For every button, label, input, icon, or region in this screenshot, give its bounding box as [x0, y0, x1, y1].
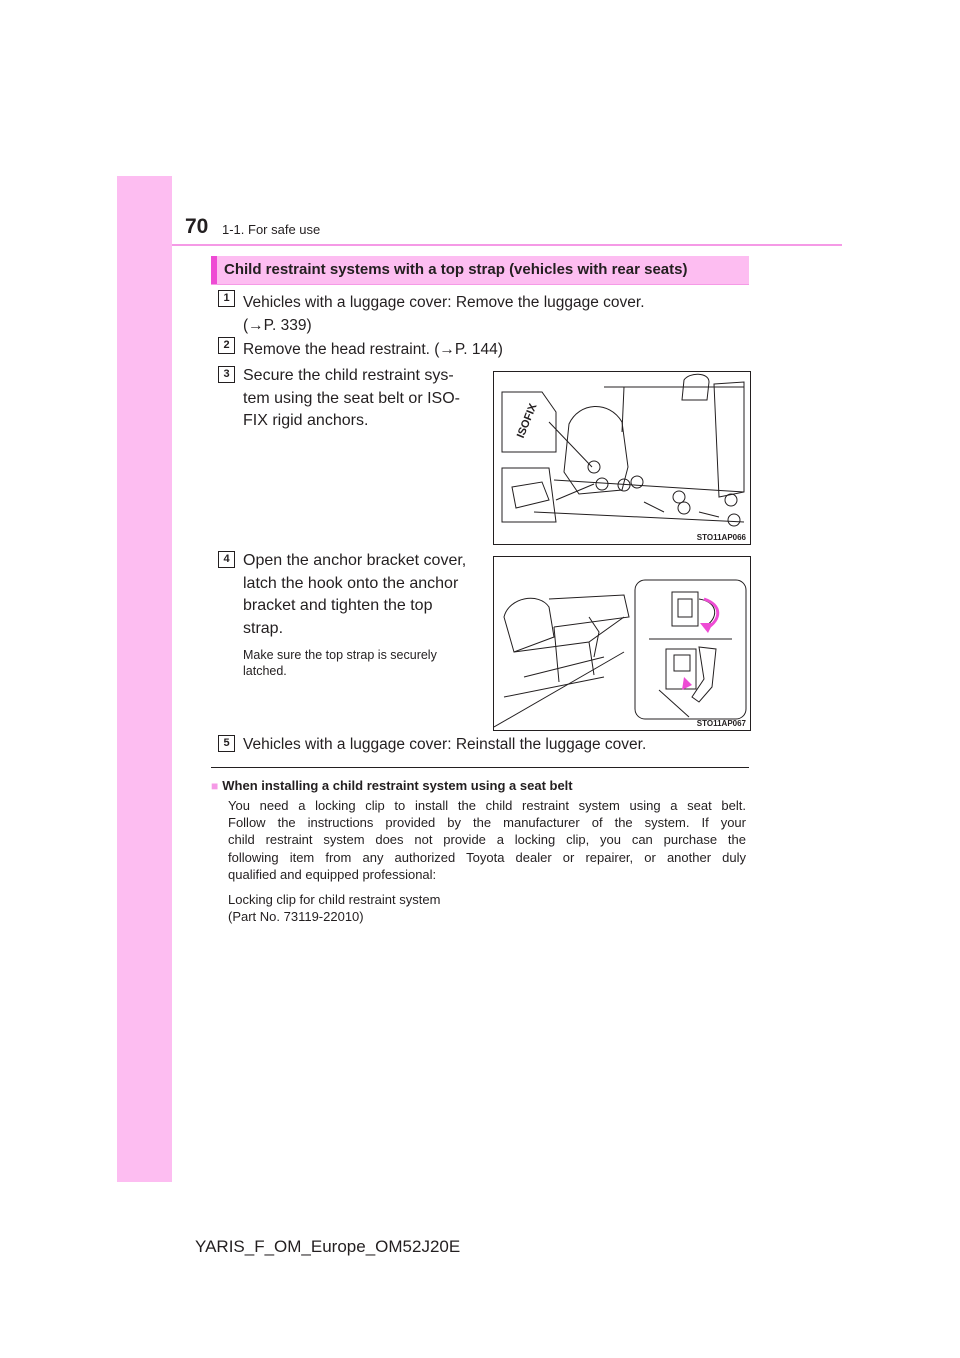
anchor-bracket-drawing: [494, 557, 750, 730]
step-1-text: [243, 291, 645, 337]
step-1-line: (→P. 339): [243, 317, 312, 334]
notice-line: Follow the instructions provided by the manufacturer of the system. If your: [228, 815, 746, 831]
chapter-sidebar: [117, 176, 172, 1182]
section-heading: [211, 256, 749, 284]
step-4-text: [243, 550, 475, 640]
notice-line: following item from any authorized Toyota dealer or repairer, or another duly: [228, 849, 746, 865]
step-1-number: 1: [218, 290, 235, 307]
square-bullet-icon: ■: [211, 779, 219, 793]
step-3-line: FIX rigid anchors.: [243, 412, 369, 429]
section-heading-text: Child restraint systems with a top strap (vehicles with rear seats): [224, 261, 688, 278]
rear-seat-drawing: [494, 372, 750, 544]
notice-item-line: (Part No. 73119-22010): [228, 909, 364, 925]
step-1-line: Vehicles with a luggage cover: Remove the luggage cover.: [243, 294, 645, 311]
step-3-text: [243, 365, 475, 433]
heading-underline: [211, 284, 749, 285]
step-4-note-line: latched.: [243, 664, 287, 678]
notice-divider: [211, 767, 749, 768]
step-4-line: Open the anchor bracket cover,: [243, 552, 467, 569]
step-2-number: 2: [218, 337, 235, 354]
step-3-line: Secure the child restraint sys-: [243, 367, 454, 384]
document-footer: YARIS_F_OM_Europe_OM52J20E: [195, 1237, 461, 1256]
section-name: 1-1. For safe use: [222, 222, 321, 237]
step-4-number: 4: [218, 551, 235, 568]
illustration-code: STO11AP066: [696, 533, 746, 542]
step-2-text: [243, 338, 503, 361]
illustration-code: STO11AP067: [696, 719, 746, 728]
notice-line: You need a locking clip to install the child restraint system using a seat belt.: [228, 798, 746, 813]
step-3-line: tem using the seat belt or ISO-: [243, 389, 460, 407]
step-2-line: Remove the head restraint. (→P. 144): [243, 341, 503, 358]
isofix-illustration: [493, 371, 751, 545]
isofix-badge: ISOFIX: [514, 401, 540, 440]
page-number: 70: [185, 215, 209, 238]
step-5-number: 5: [218, 735, 235, 752]
step-4-line: strap.: [243, 619, 284, 637]
notice-item: [228, 891, 746, 925]
step-4-note: [243, 647, 475, 679]
notice-item-line: Locking clip for child restraint system: [228, 892, 441, 907]
notice-title: When installing a child restraint system using a seat belt: [222, 778, 573, 793]
notice-paragraph: [228, 797, 746, 883]
step-3-number: 3: [218, 366, 235, 383]
step-5-text: [243, 733, 646, 756]
anchor-bracket-illustration: [493, 556, 751, 731]
step-4-line: latch the hook onto the anchor: [243, 574, 459, 592]
notice-line: child restraint system does not provide a locking clip, you can purchase the: [228, 832, 746, 848]
notice-heading: [211, 778, 573, 793]
header-rule: [172, 244, 842, 246]
step-4-note-line: Make sure the top strap is securely: [243, 648, 437, 662]
notice-line: qualified and equipped professional:: [228, 866, 437, 882]
step-4-line: bracket and tighten the top: [243, 597, 433, 614]
step-5-line: Vehicles with a luggage cover: Reinstall the luggage cover.: [243, 736, 647, 753]
